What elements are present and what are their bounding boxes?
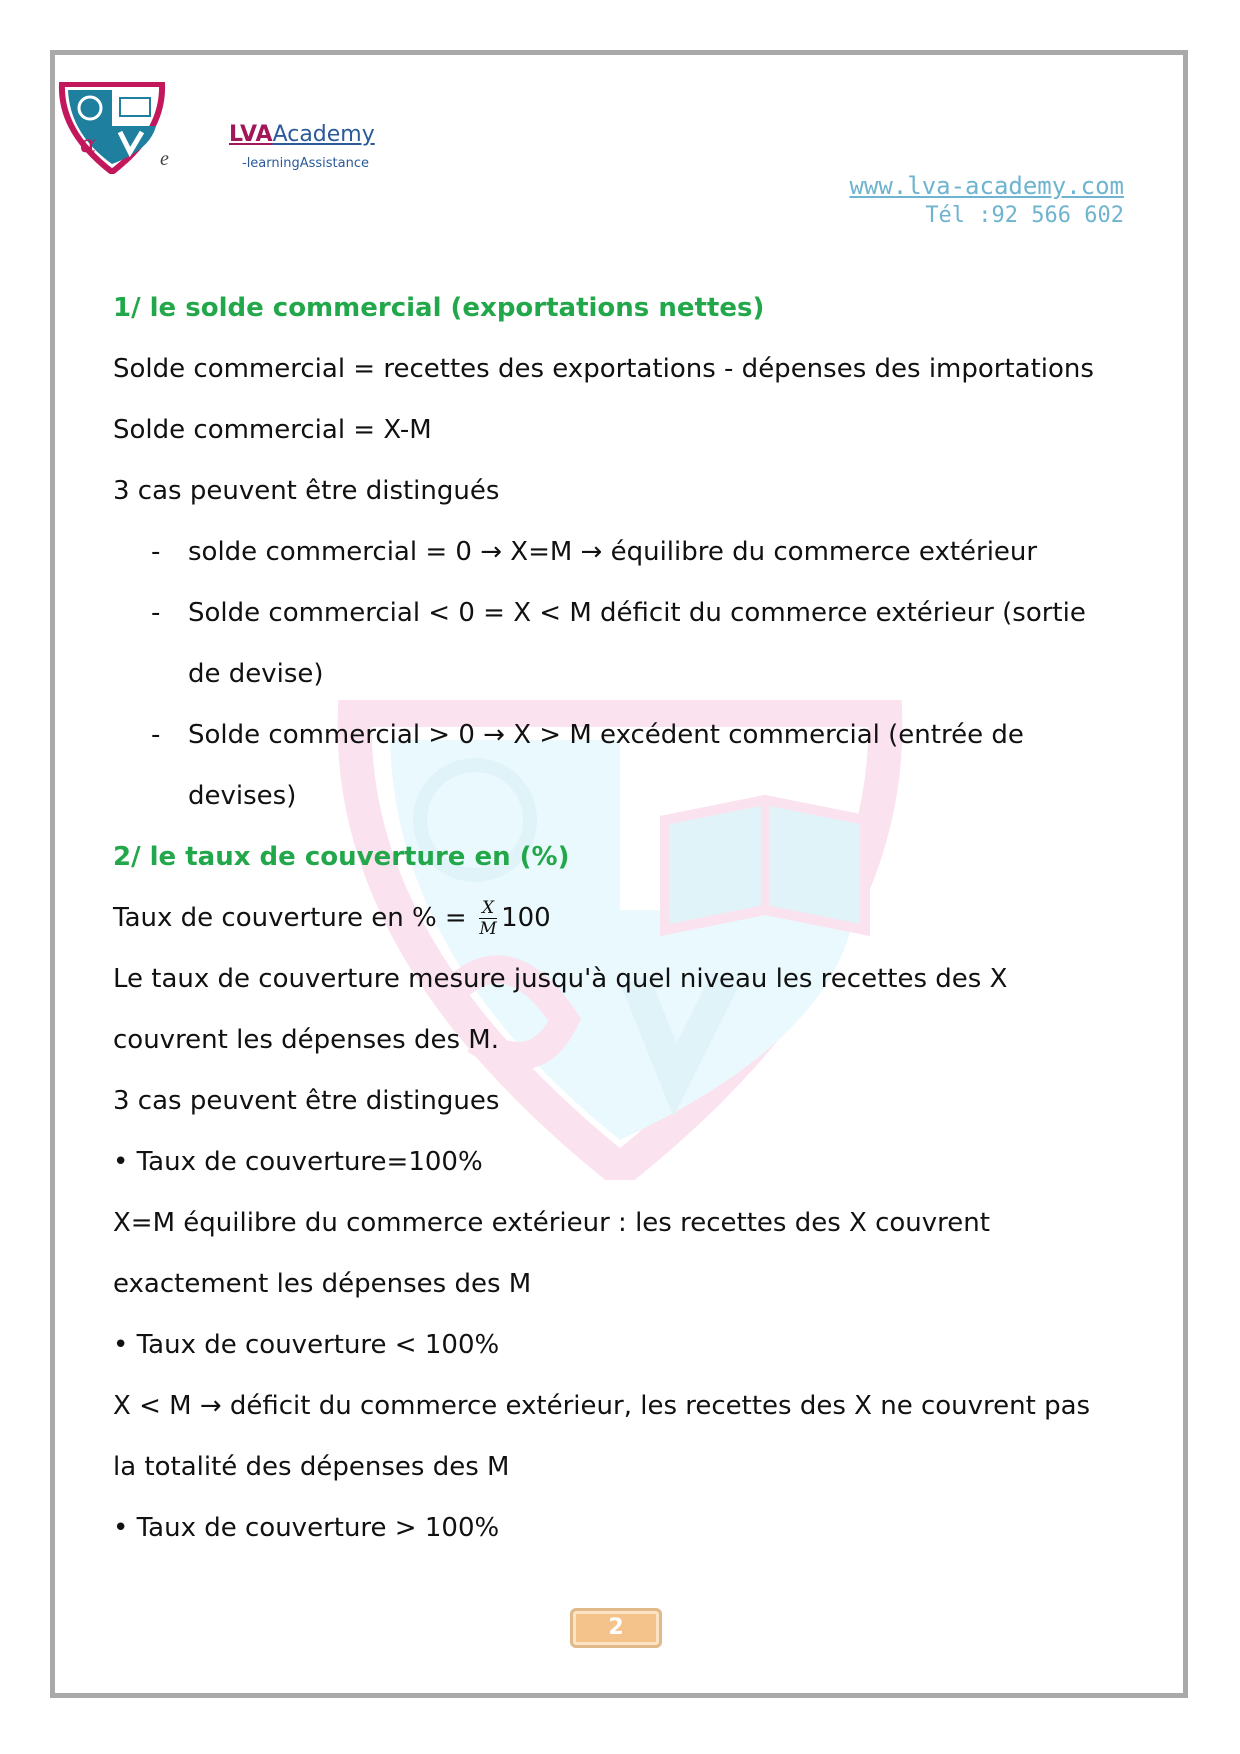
section2-formula [113, 888, 1133, 949]
section1-formula1: Solde commercial = recettes des exportations - dépenses des importations [113, 354, 1094, 384]
svg-text:α: α [80, 130, 97, 158]
case2-text-b: la totalité des dépenses des M [113, 1452, 510, 1482]
case-text: Solde commercial > 0 → X > M excédent commercial (entrée de [188, 720, 1024, 750]
formula-prefix: Taux de couverture en % = [113, 903, 467, 933]
lva-logo [58, 82, 166, 174]
dash-bullet: - [151, 598, 161, 628]
brand-academy: Academy [272, 122, 375, 147]
document-body [113, 278, 1133, 1559]
dash-bullet: - [151, 720, 161, 750]
case-item-3 [113, 705, 1133, 766]
section1-intro: 3 cas peuvent être distingués [113, 476, 500, 506]
dash-bullet: - [151, 537, 161, 567]
case-item-1 [113, 522, 1133, 583]
website-link[interactable]: www.lva-academy.com [849, 172, 1124, 200]
case1-text-b: exactement les dépenses des M [113, 1269, 532, 1299]
case-item-2 [113, 583, 1133, 644]
section2-heading: 2/ le taux de couverture en (%) [113, 842, 570, 872]
case2-title: • Taux de couverture < 100% [113, 1330, 500, 1360]
case-item-3-continued: devises) [188, 781, 297, 811]
section1-formula2: Solde commercial = X-M [113, 415, 432, 445]
fraction-denominator: M [479, 919, 497, 939]
brand-lva: LVA [229, 122, 273, 147]
case2-text-a: X < M → déficit du commerce extérieur, les recettes des X ne couvrent pas [113, 1391, 1091, 1421]
section2-intro: 3 cas peuvent être distingues [113, 1086, 500, 1116]
formula-suffix: 100 [501, 903, 551, 933]
phone-number: Tél :92 566 602 [925, 203, 1124, 228]
brand-tagline: -learningAssistance [242, 156, 369, 171]
case-item-2-continued: de devise) [188, 659, 324, 689]
section1-heading: 1/ le solde commercial (exportations nettes) [113, 293, 765, 323]
case1-text-a: X=M équilibre du commerce extérieur : les recettes des X couvrent [113, 1208, 990, 1238]
logo-letter: e [160, 148, 169, 170]
case3-title: • Taux de couverture > 100% [113, 1513, 500, 1543]
case-text: solde commercial = 0 → X=M → équilibre du commerce extérieur [188, 537, 1038, 567]
fraction-numerator: X [479, 898, 497, 919]
section2-desc-b: couvrent les dépenses des M. [113, 1025, 499, 1055]
formula-fraction [479, 898, 497, 939]
case-text: Solde commercial < 0 = X < M déficit du commerce extérieur (sortie [188, 598, 1086, 628]
section2-desc-a: Le taux de couverture mesure jusqu'à quel niveau les recettes des X [113, 964, 1008, 994]
brand-name [229, 122, 375, 147]
case1-title: • Taux de couverture=100% [113, 1147, 483, 1177]
page-number: 2 [570, 1608, 662, 1648]
